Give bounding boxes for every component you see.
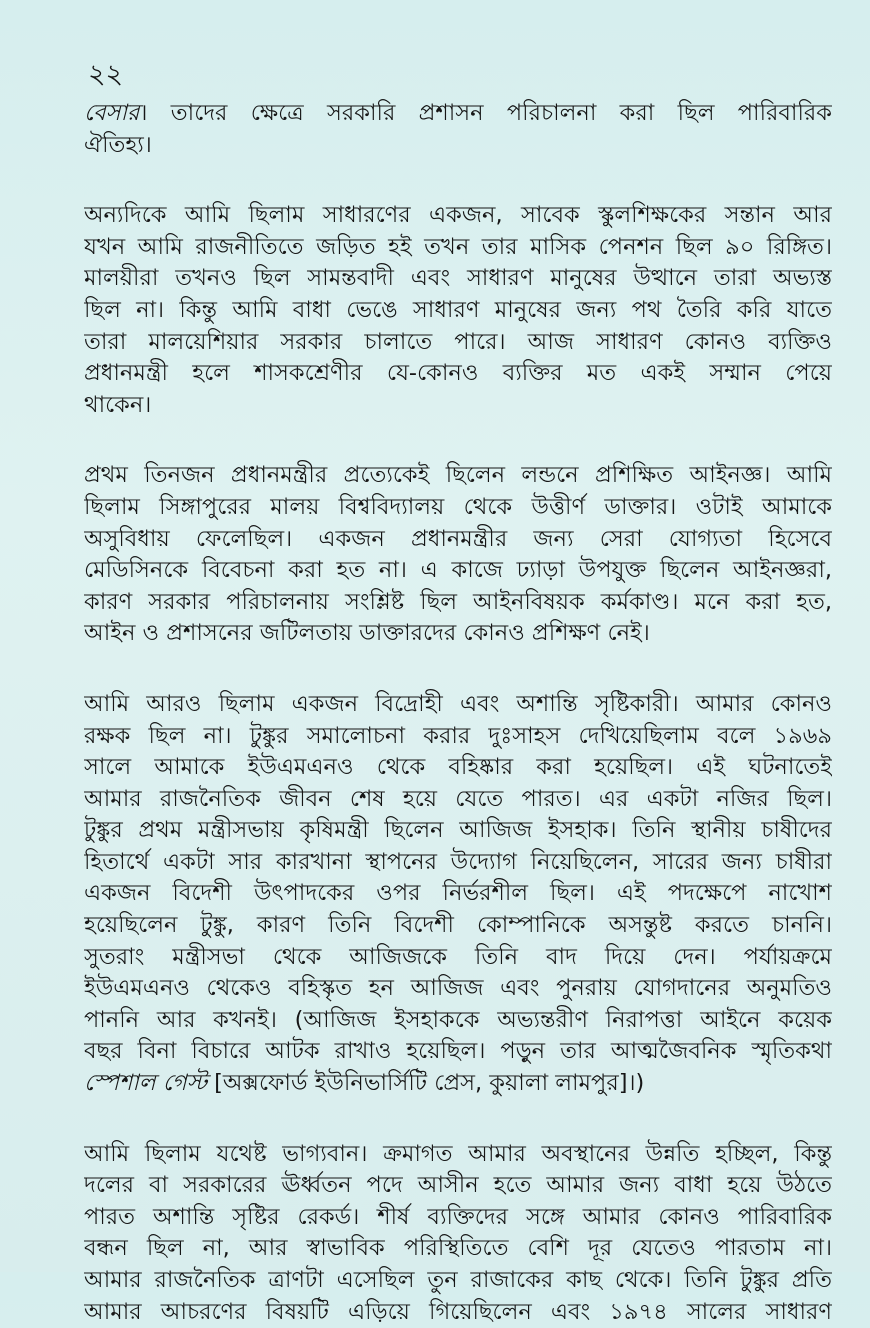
- text-line: হয়েছিলেন টুঙ্কু, কারণ তিনি বিদেশী কোম্পানিকে অসন্তুষ্ট করতে চাননি।: [84, 912, 832, 939]
- text-line: তারা মালয়েশিয়ার সরকার চালাতে পারে। আজ সাধারণ কোনও ব্যক্তিও: [84, 328, 832, 355]
- paragraph-5: [84, 1139, 832, 1328]
- text-line: প্রধানমন্ত্রী হলে শাসকশ্রেণীর যে-কোনও ব্যক্তির মত একই সম্মান পেয়ে: [84, 360, 832, 387]
- text-line: ছিলাম সিঙ্গাপুরের মালয় বিশ্ববিদ্যালয় থেকে উত্তীর্ণ ডাক্তার। ওটাই আমাকে: [84, 493, 832, 520]
- text-line: যখন আমি রাজনীতিতে জড়িত হই তখন তার মাসিক পেনশন ছিল ৯০ রিঙ্গিত।: [84, 233, 832, 260]
- text-line: কারণ সরকার পরিচালনায় সংশ্লিষ্ট ছিল আইনবিষয়ক কর্মকাণ্ড। মনে করা হত,: [84, 588, 832, 615]
- text-line: আমার আচরণের বিষয়টি এড়িয়ে গিয়েছিলেন এবং ১৯৭৪ সালের সাধারণ: [84, 1298, 832, 1325]
- text-line: অন্যদিকে আমি ছিলাম সাধারণের একজন, সাবেক স্কুলশিক্ষকের সন্তান আর: [84, 202, 832, 229]
- italic-word-besar: বেসার: [84, 100, 140, 126]
- paragraph-4: [84, 689, 832, 1100]
- text-line: মালয়ীরা তখনও ছিল সামন্তবাদী এবং সাধারণ মানুষের উত্থানে তারা অভ্যস্ত: [84, 265, 832, 292]
- text-line: দলের বা সরকারের ঊর্ধ্বতন পদে আসীন হতে আমার জন্য বাধা হয়ে উঠতে: [84, 1172, 832, 1199]
- text-line-rest: [অক্সফোর্ড ইউনিভার্সিটি প্রেস, কুয়ালা লামপুর]।): [207, 1070, 645, 1097]
- text-line: মেডিসিনকে বিবেচনা করা হত না। এ কাজে ঢ্যাড়া উপযুক্ত ছিলেন আইনজ্ঞরা,: [84, 557, 832, 584]
- text-line: পাননি আর কখনই। (আজিজ ইসহাককে অভ্যন্তরীণ নিরাপত্তা আইনে কয়েক: [84, 1006, 832, 1033]
- text-line: হিতার্থে একটা সার কারখানা স্থাপনের উদ্যোগ নিয়েছিলেন, সারের জন্য চাষীরা: [84, 848, 832, 875]
- text-line: রক্ষক ছিল না। টুঙ্কুর সমালোচনা করার দুঃসাহস দেখিয়েছিলাম বলে ১৯৬৯: [84, 722, 832, 749]
- text-line: আমি ছিলাম যথেষ্ট ভাগ্যবান। ক্রমাগত আমার অবস্থানের উন্নতি হচ্ছিল, কিন্তু: [84, 1140, 832, 1167]
- text-line: সালে আমাকে ইউএমএনও থেকে বহিষ্কার করা হয়েছিল। এই ঘটনাতেই: [84, 754, 832, 781]
- text-line: [84, 98, 832, 130]
- text-line: আমি আরও ছিলাম একজন বিদ্রোহী এবং অশান্তি সৃষ্টিকারী। আমার কোনও: [84, 690, 832, 717]
- text-line: একজন বিদেশী উৎপাদকের ওপর নির্ভরশীল ছিল। এই পদক্ষেপে নাখোশ: [84, 880, 832, 907]
- text-line: [84, 1068, 832, 1100]
- text-line: আইন ও প্রশাসনের জটিলতায় ডাক্তারদের কোনও প্রশিক্ষণ নেই।: [84, 620, 650, 647]
- text-line: ছিল না। কিন্তু আমি বাধা ভেঙে সাধারণ মানুষের জন্য পথ তৈরি করি যাতে: [84, 296, 832, 323]
- paragraph-1: [84, 98, 832, 161]
- text-line: প্রথম তিনজন প্রধানমন্ত্রীর প্রত্যেকেই ছিলেন লন্ডনে প্রশিক্ষিত আইনজ্ঞ। আমি: [84, 462, 832, 489]
- text-line-rest: । তাদের ক্ষেত্রে সরকারি প্রশাসন পরিচালনা করা ছিল পারিবারিক: [139, 100, 832, 126]
- paragraph-2: [84, 200, 832, 421]
- text-line: পারত অশান্তি সৃষ্টির রেকর্ড। শীর্ষ ব্যক্তিদের সঙ্গে আমার কোনও পারিবারিক: [84, 1203, 832, 1230]
- page-number: ২২: [88, 59, 124, 90]
- text-line: সুতরাং মন্ত্রীসভা থেকে আজিজকে তিনি বাদ দিয়ে দেন। পর্যায়ক্রমে: [84, 943, 832, 970]
- text-line: বন্ধন ছিল না, আর স্বাভাবিক পরিস্থিতিতে বেশি দূর যেতেও পারতাম না।: [84, 1235, 832, 1262]
- italic-book-title: স্পেশাল গেস্ট: [84, 1070, 207, 1097]
- text-line: টুঙ্কুর প্রথম মন্ত্রীসভায় কৃষিমন্ত্রী ছিলেন আজিজ ইসহাক। তিনি স্থানীয় চাষীদের: [84, 817, 832, 844]
- text-line: থাকেন।: [84, 391, 152, 418]
- text-line: অসুবিধায় ফেলেছিল। একজন প্রধানমন্ত্রীর জন্য সেরা যোগ্যতা হিসেবে: [84, 525, 832, 552]
- text-line: আমার রাজনৈতিক জীবন শেষ হয়ে যেতে পারত। এর একটা নজির ছিল।: [84, 785, 832, 812]
- paragraph-3: [84, 460, 832, 650]
- text-line: ঐতিহ্য।: [84, 131, 152, 158]
- text-line: বছর বিনা বিচারে আটক রাখাও হয়েছিল। পড়ুন তার আত্মজৈবনিক স্মৃতিকথা: [84, 1038, 832, 1065]
- text-line: আমার রাজনৈতিক ত্রাণটা এসেছিল তুন রাজাকের কাছ থেকে। তিনি টুঙ্কুর প্রতি: [84, 1267, 832, 1293]
- text-line: ইউএমএনও থেকেও বহিস্কৃত হন আজিজ এবং পুনরায় যোগদানের অনুমতিও: [84, 975, 832, 1002]
